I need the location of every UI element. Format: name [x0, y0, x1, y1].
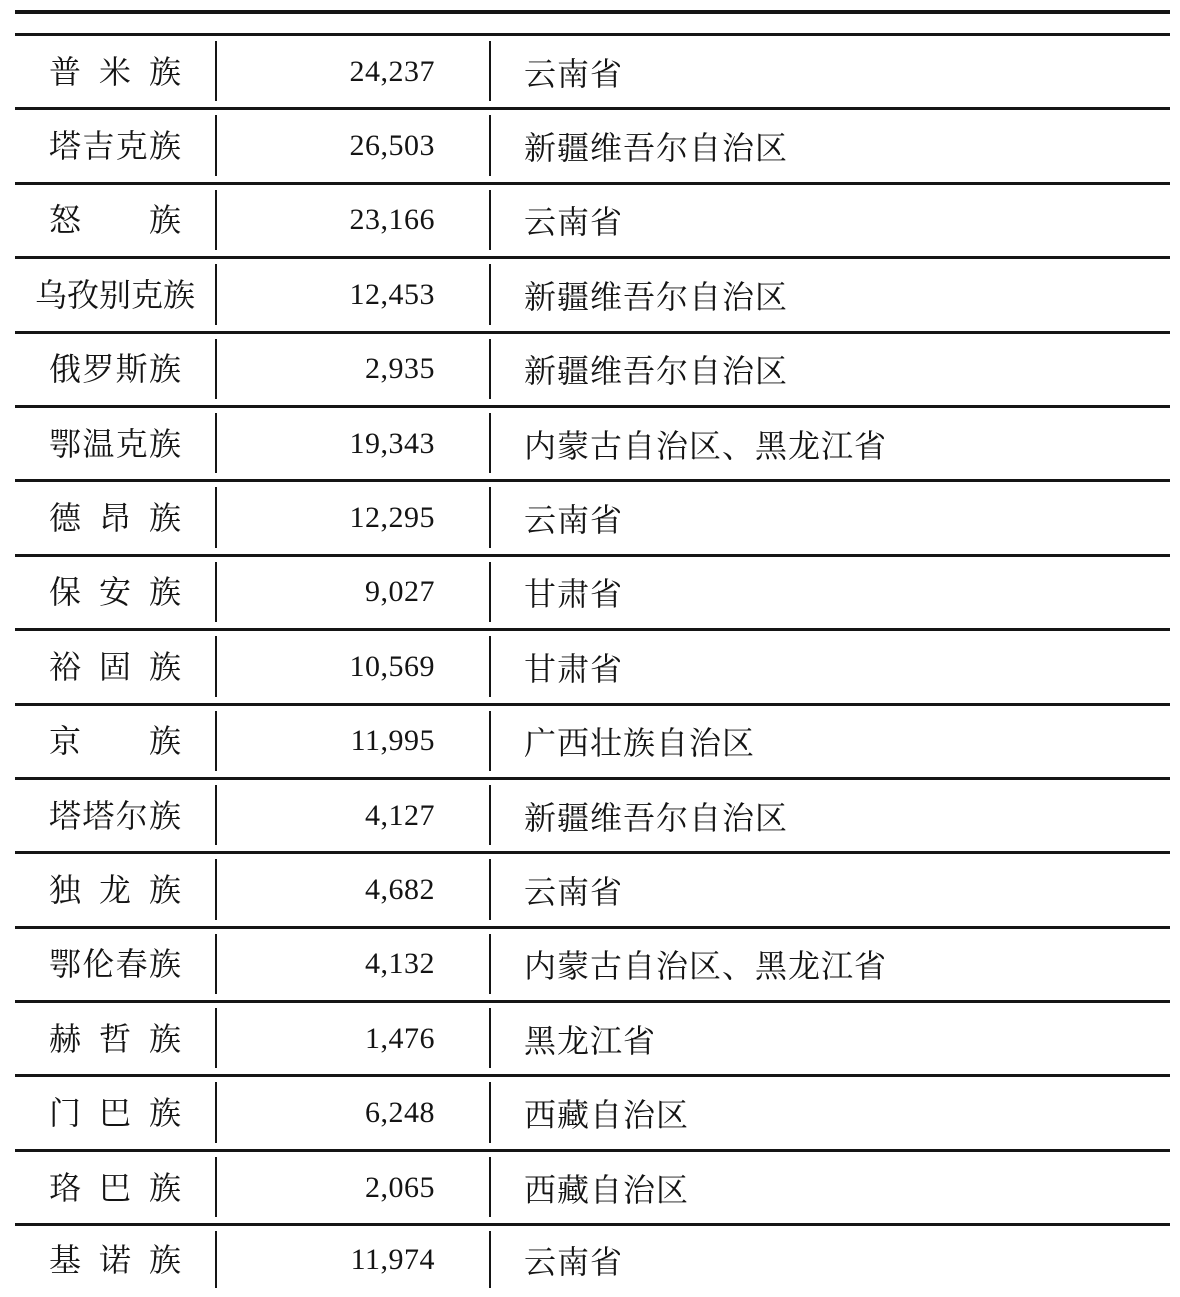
column-divider — [489, 934, 491, 994]
name-character: 巴 — [98, 1094, 131, 1133]
ethnic-group-cell — [15, 482, 215, 553]
ethnic-group-name — [49, 1094, 181, 1133]
population-value: 4,127 — [365, 798, 435, 832]
table-row — [15, 1152, 1170, 1226]
region-name: 西藏自治区 — [524, 1170, 690, 1209]
region-name: 甘肃省 — [524, 649, 624, 688]
ethnic-group-cell — [15, 36, 215, 107]
name-character: 克 — [115, 127, 148, 166]
region-name: 云南省 — [524, 872, 624, 911]
name-character: 族 — [148, 1019, 181, 1058]
ethnic-group-cell — [15, 334, 215, 405]
ethnic-group-cell — [15, 929, 215, 1000]
ethnic-group-cell — [15, 185, 215, 256]
column-divider — [489, 1082, 491, 1142]
population-value: 19,343 — [349, 426, 435, 460]
name-character: 塔 — [49, 127, 82, 166]
name-character: 吉 — [82, 127, 115, 166]
name-character: 独 — [49, 870, 82, 909]
population-value: 12,295 — [349, 501, 435, 535]
name-character: 族 — [148, 424, 181, 463]
population-value: 2,065 — [365, 1170, 435, 1204]
region-name: 内蒙古自治区、黑龙江省 — [524, 426, 888, 465]
name-character: 族 — [148, 870, 181, 909]
ethnic-group-name — [49, 424, 181, 463]
population-value: 10,569 — [349, 649, 435, 683]
name-character: 族 — [148, 796, 181, 835]
ethnic-group-name — [49, 127, 181, 166]
column-divider — [489, 264, 491, 324]
population-value: 26,503 — [349, 129, 435, 163]
name-character: 裕 — [49, 647, 82, 686]
name-character: 德 — [49, 499, 82, 538]
ethnic-group-name — [49, 796, 181, 835]
ethnic-group-name — [49, 201, 181, 240]
name-character: 门 — [49, 1094, 82, 1133]
name-character: 族 — [148, 127, 181, 166]
region-name: 甘肃省 — [524, 575, 624, 614]
population-value: 1,476 — [365, 1021, 435, 1055]
region-name: 黑龙江省 — [524, 1021, 657, 1060]
ethnic-group-cell — [15, 408, 215, 479]
name-character: 族 — [148, 1168, 181, 1207]
column-divider — [489, 1008, 491, 1068]
table-row — [15, 259, 1170, 333]
name-character: 孜 — [66, 275, 99, 314]
name-character: 族 — [148, 499, 181, 538]
name-character: 昂 — [98, 499, 131, 538]
ethnic-group-name — [34, 275, 196, 314]
name-character: 固 — [98, 647, 131, 686]
column-divider — [489, 339, 491, 399]
name-character: 族 — [148, 201, 181, 240]
name-character: 族 — [148, 1094, 181, 1133]
name-character: 龙 — [98, 870, 131, 909]
name-character: 塔 — [82, 796, 115, 835]
name-character: 克 — [115, 424, 148, 463]
name-character: 塔 — [49, 796, 82, 835]
ethnic-group-name — [49, 1019, 181, 1058]
name-character: 普 — [49, 52, 82, 91]
table-row — [15, 780, 1170, 854]
name-character: 族 — [148, 945, 181, 984]
region-name: 云南省 — [524, 54, 624, 93]
name-character: 京 — [49, 722, 82, 761]
table-row — [15, 334, 1170, 408]
region-name: 新疆维吾尔自治区 — [524, 352, 789, 391]
column-divider — [489, 413, 491, 473]
name-character: 族 — [148, 647, 181, 686]
name-character: 族 — [163, 275, 196, 314]
table-row — [15, 929, 1170, 1003]
name-character: 族 — [148, 722, 181, 761]
name-character: 族 — [148, 573, 181, 612]
table-row — [15, 1226, 1170, 1294]
name-character: 赫 — [49, 1019, 82, 1058]
column-divider — [489, 487, 491, 547]
name-character: 巴 — [98, 1168, 131, 1207]
name-character: 怒 — [49, 201, 82, 240]
top-rule — [15, 10, 1170, 14]
column-divider — [489, 562, 491, 622]
population-value: 4,132 — [365, 947, 435, 981]
population-value: 12,453 — [349, 277, 435, 311]
region-name: 新疆维吾尔自治区 — [524, 129, 789, 168]
name-character: 诺 — [98, 1241, 131, 1280]
region-name: 云南省 — [524, 501, 624, 540]
population-value: 4,682 — [365, 872, 435, 906]
table-row — [15, 36, 1170, 110]
table-row — [15, 1077, 1170, 1151]
ethnic-group-cell — [15, 854, 215, 925]
name-character: 族 — [148, 52, 181, 91]
ethnic-group-cell — [15, 259, 215, 330]
population-value: 11,995 — [350, 724, 435, 758]
name-character: 伦 — [82, 945, 115, 984]
ethnic-group-cell — [15, 110, 215, 181]
name-character: 族 — [148, 1241, 181, 1280]
column-divider — [489, 859, 491, 919]
name-character: 克 — [131, 275, 164, 314]
name-character: 保 — [49, 573, 82, 612]
ethnic-group-name — [49, 722, 181, 761]
name-character: 春 — [115, 945, 148, 984]
region-name: 新疆维吾尔自治区 — [524, 277, 789, 316]
table-row — [15, 482, 1170, 556]
ethnic-group-cell — [15, 1152, 215, 1223]
column-divider — [489, 115, 491, 175]
table-row — [15, 631, 1170, 705]
ethnic-population-table — [15, 33, 1170, 1294]
population-value: 9,027 — [365, 575, 435, 609]
population-value: 23,166 — [349, 203, 435, 237]
name-character: 哲 — [98, 1019, 131, 1058]
region-name: 云南省 — [524, 203, 624, 242]
region-name: 新疆维吾尔自治区 — [524, 798, 789, 837]
name-character: 基 — [49, 1241, 82, 1280]
ethnic-group-name — [49, 573, 181, 612]
name-character: 米 — [98, 52, 131, 91]
region-name: 内蒙古自治区、黑龙江省 — [524, 947, 888, 986]
name-character: 斯 — [115, 350, 148, 389]
region-name: 西藏自治区 — [524, 1096, 690, 1135]
ethnic-group-name — [49, 1241, 181, 1280]
name-character: 俄 — [49, 350, 82, 389]
column-divider — [489, 41, 491, 101]
population-value: 6,248 — [365, 1096, 435, 1130]
column-divider — [489, 1231, 491, 1288]
ethnic-group-name — [49, 350, 181, 389]
table-row — [15, 408, 1170, 482]
ethnic-group-cell — [15, 631, 215, 702]
column-divider — [489, 190, 491, 250]
region-name: 广西壮族自治区 — [524, 724, 756, 763]
name-character: 安 — [98, 573, 131, 612]
name-character: 尔 — [115, 796, 148, 835]
ethnic-group-name — [49, 1168, 181, 1207]
name-character: 罗 — [82, 350, 115, 389]
ethnic-group-name — [49, 52, 181, 91]
table-row — [15, 1003, 1170, 1077]
name-character: 温 — [82, 424, 115, 463]
column-divider — [489, 711, 491, 771]
region-name: 云南省 — [524, 1243, 624, 1282]
table-row — [15, 854, 1170, 928]
column-divider — [489, 1157, 491, 1217]
name-character: 鄂 — [49, 424, 82, 463]
population-value: 11,974 — [350, 1243, 435, 1277]
ethnic-group-cell — [15, 780, 215, 851]
table-row — [15, 110, 1170, 184]
table-row — [15, 185, 1170, 259]
name-character: 珞 — [49, 1168, 82, 1207]
ethnic-group-cell — [15, 1003, 215, 1074]
table-row — [15, 706, 1170, 780]
table-row — [15, 557, 1170, 631]
column-divider — [489, 636, 491, 696]
name-character: 族 — [148, 350, 181, 389]
name-character: 鄂 — [49, 945, 82, 984]
ethnic-group-name — [49, 647, 181, 686]
ethnic-group-cell — [15, 706, 215, 777]
population-value: 24,237 — [349, 54, 435, 88]
ethnic-group-name — [49, 945, 181, 984]
ethnic-group-cell — [15, 557, 215, 628]
name-character: 乌 — [34, 275, 67, 314]
ethnic-group-cell — [15, 1226, 215, 1294]
name-character: 别 — [98, 275, 131, 314]
ethnic-group-name — [49, 499, 181, 538]
ethnic-group-name — [49, 870, 181, 909]
column-divider — [489, 785, 491, 845]
ethnic-group-cell — [15, 1077, 215, 1148]
population-value: 2,935 — [365, 352, 435, 386]
